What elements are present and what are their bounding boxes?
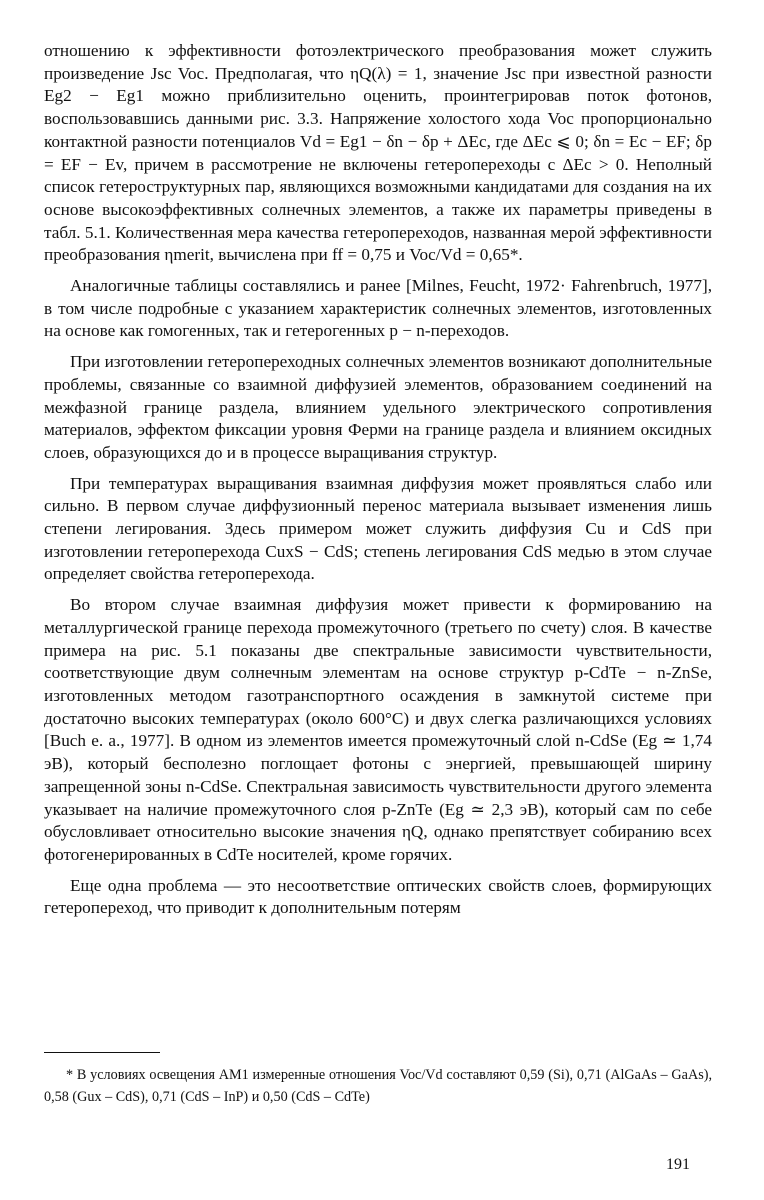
paragraph: Еще одна проблема — это несоответствие оптических свойств слоев, формирующих гетеропереход, что приводит к дополнительным потерям: [44, 875, 712, 918]
paragraph: отношению к эффективности фотоэлектрического преобразования может служить произведение Jsc Voc. Предполагая, что ηQ(λ) = 1, значение Jsc при известной разности Eg2 − Eg1 можно приблизительно оценить, проинтегрировав поток фотонов, воспользовавшись данными рис. 3.3. Напряжение холостого хода Voc пропорционально контактной разности потенциалов Vd = Eg1 − δn − δp + ΔEc, где ΔEc ⩽ 0; δn = Ec − EF; δp = EF − Ev, причем в рассмотрение не включены гетеропереходы с ΔEc > 0. Неполный список гетероструктурных пар, являющихся возможными кандидатами для создания на их основе высокоэффективных солнечных элементов, а также их параметры приведены в табл. 5.1. Количественная мера качества гетеропереходов, названная мерой эффективности преобразования ηmerit, вычислена при ff = 0,75 и Voc/Vd = 0,65*.: [44, 41, 712, 265]
paragraph: Аналогичные таблицы составлялись и ранее [Milnes, Feucht, 1972· Fahrenbruch, 1977], в том числе подробные с указанием характеристик солнечных элементов, изготовленных на основе как гомогенных, так и гетерогенных p − n-переходов.: [44, 276, 712, 341]
page-number: 191: [666, 1156, 690, 1173]
body-text: [44, 40, 712, 928]
paragraph: Во втором случае взаимная диффузия может привести к формированию на металлургической границе перехода промежуточного (третьего по счету) слоя. В качестве примера на рис. 5.1 показаны две спектральные зависимости чувствительности, соответствующие двум солнечным элементам на основе структур p-CdTe − n-ZnSe, изготовленных методом газотранспортного осаждения в замкнутой системе при достаточно высоких температурах (около 600°C) и двух слегка различающихся условиях [Buch e. a., 1977]. В одном из элементов имеется промежуточный слой n-CdSe (Eg ≃ 1,74 эВ), который бесполезно поглощает фотоны с энергией, превышающей ширину запрещенной зоны n-CdSe. Спектральная зависимость чувствительности другого элемента указывает на наличие промежуточного слоя p-ZnTe (Eg ≃ 2,3 эВ), который сам по себе обусловливает относительно высокие значения ηQ, однако препятствует собиранию всех фотогенерированных в CdTe носителей, кроме горячих.: [44, 595, 712, 864]
paragraph: При температурах выращивания взаимная диффузия может проявляться слабо или сильно. В первом случае диффузионный перенос материала вызывает изменения лишь степени легирования. Здесь примером может служить диффузия Cu и CdS при изготовлении гетероперехода CuxS − CdS; степень легирования CdS медью в этом случае определяет свойства гетероперехода.: [44, 473, 712, 584]
footnote-divider: [44, 1052, 160, 1053]
paragraph: При изготовлении гетеропереходных солнечных элементов возникают дополнительные проблемы, связанные со взаимной диффузией элементов, образованием соединений на межфазной границе раздела, влиянием удельного электрического сопротивления материалов, эффектом фиксации уровня Ферми на границе раздела и влиянием оксидных слоев, образующихся до и в процессе выращивания структур.: [44, 352, 712, 462]
footnote: * В условиях освещения AM1 измеренные отношения Voc/Vd составляют 0,59 (Si), 0,71 (AlGaAs – GaAs), 0,58 (Gux – CdS), 0,71 (CdS – InP) и 0,50 (CdS – CdTe): [44, 1067, 712, 1105]
